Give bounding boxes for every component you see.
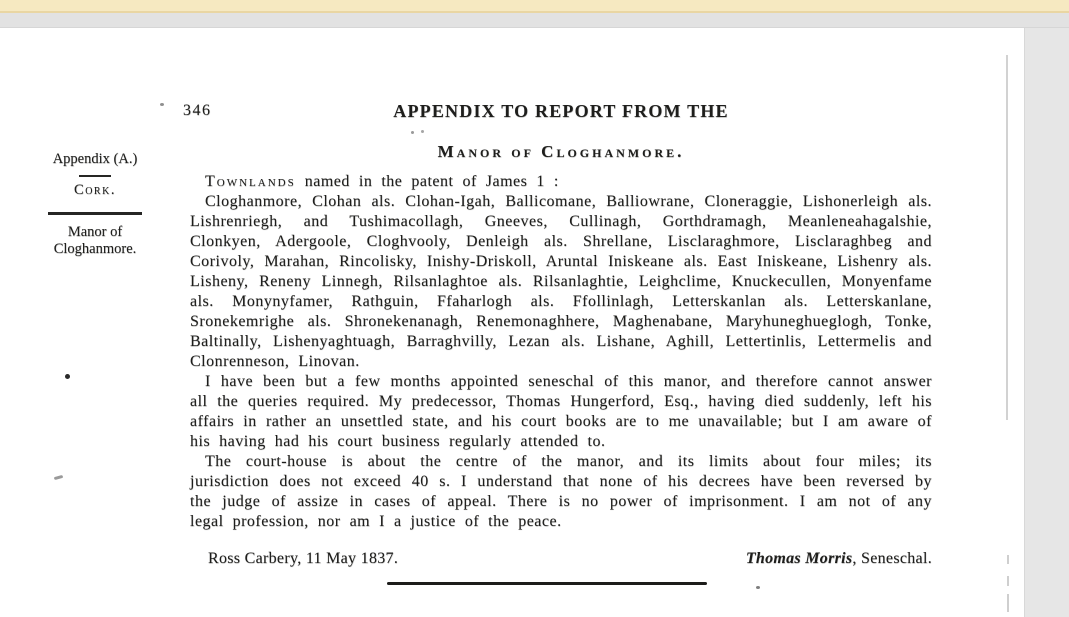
townlands-paragraph: Cloghanmore, Clohan als. Clohan-Igah, Ballicomane, Balliowrane, Cloneraggie, Lishonerleigh als. Lishrenriegh, and Tushimacollagh, Gneeves, Cullinagh, Gorthdramagh, Meanleneahagalshie, Clonkyen, Adergoole, Cloghvooly, Denleigh als. Shrellane, Lisclaraghmore, Lisclaraghbeg and Corivoly, Marahan, Rincolisky, Inishy-Driskoll, Aruntal Iniskeane als. East Iniskeane, Lishenry als. Lisheny, Reneny Linnegh, Rilsanlaghtoe als. Rilsanlaghtie, Leighclime, Knuckecullen, Monyenfame als. Monynyfamer, Rathguin, Ffaharlogh als. Ffollinlagh, Letterskanlan als. Letterskanlane, Sronekemrighe als. Shronekenanagh, Renemonaghhere, Maghenabane, Maryhuneghueglogh, Tonke, Baltinally, Lishenyaghtuagh, Barraghvilly, Lezan als. Lishane, Aghill, Lettertinlis, Lettermelis and Clonrenneson, Linovan.	[190, 193, 932, 370]
townlands-intro-text: named in the patent of James 1 :	[295, 173, 559, 190]
margin-notes	[30, 151, 160, 258]
signature-block	[746, 549, 932, 569]
margin-note-manor: Manor of Cloghanmore.	[53, 223, 137, 257]
signature-place-date: Ross Carbery, 11 May 1837.	[208, 550, 399, 567]
townlands-intro-line	[190, 172, 932, 192]
margin-rule-short	[79, 175, 111, 177]
closing-rule	[387, 582, 707, 585]
scan-edge-line	[1006, 55, 1008, 420]
scan-edge-dash	[1007, 555, 1009, 564]
scan-speck	[756, 586, 760, 589]
scan-speck	[411, 131, 414, 134]
body-column	[190, 172, 932, 585]
running-title: APPENDIX TO REPORT FROM THE	[393, 101, 729, 121]
signature-name: Thomas Morris	[745, 550, 853, 567]
scan-edge-dash	[1007, 576, 1009, 586]
seneschal-paragraph: I have been but a few months appointed seneschal of this manor, and therefore cannot answer all the queries required. My predecessor, Thomas Hungerford, Esq., having died suddenly, left his affairs in rather an unsettled state, and his court books are to me unavailable; but I am aware of his having had his court business regularly attended to.	[190, 373, 932, 450]
top-accent-bar	[0, 0, 1069, 13]
signature-title: , Seneschal.	[852, 550, 932, 567]
section-heading: Manor of Cloghanmore.	[437, 142, 685, 161]
courthouse-paragraph: The court-house is about the centre of the manor, and its limits about four miles; its jurisdiction does not exceed 40 s. I understand that none of his decrees have been reversed by the judge of assize in cases of appeal. There is no power of imprisonment. I am not of any legal profession, nor am I a justice of the peace.	[190, 453, 932, 530]
scan-speck	[421, 130, 424, 133]
toolbar-strip	[0, 13, 1069, 28]
scan-speck	[160, 103, 164, 106]
scan-speck	[65, 374, 70, 379]
margin-rule-long	[48, 212, 142, 215]
right-gutter	[1024, 28, 1069, 617]
signature-row	[190, 549, 932, 569]
page-number: 346	[183, 102, 212, 119]
margin-note-county: Cork.	[74, 182, 116, 198]
margin-note-appendix: Appendix (A.)	[52, 151, 138, 167]
scan-speck	[54, 475, 63, 480]
townlands-lead: Townlands	[205, 173, 296, 190]
scan-edge-dash	[1007, 594, 1009, 612]
